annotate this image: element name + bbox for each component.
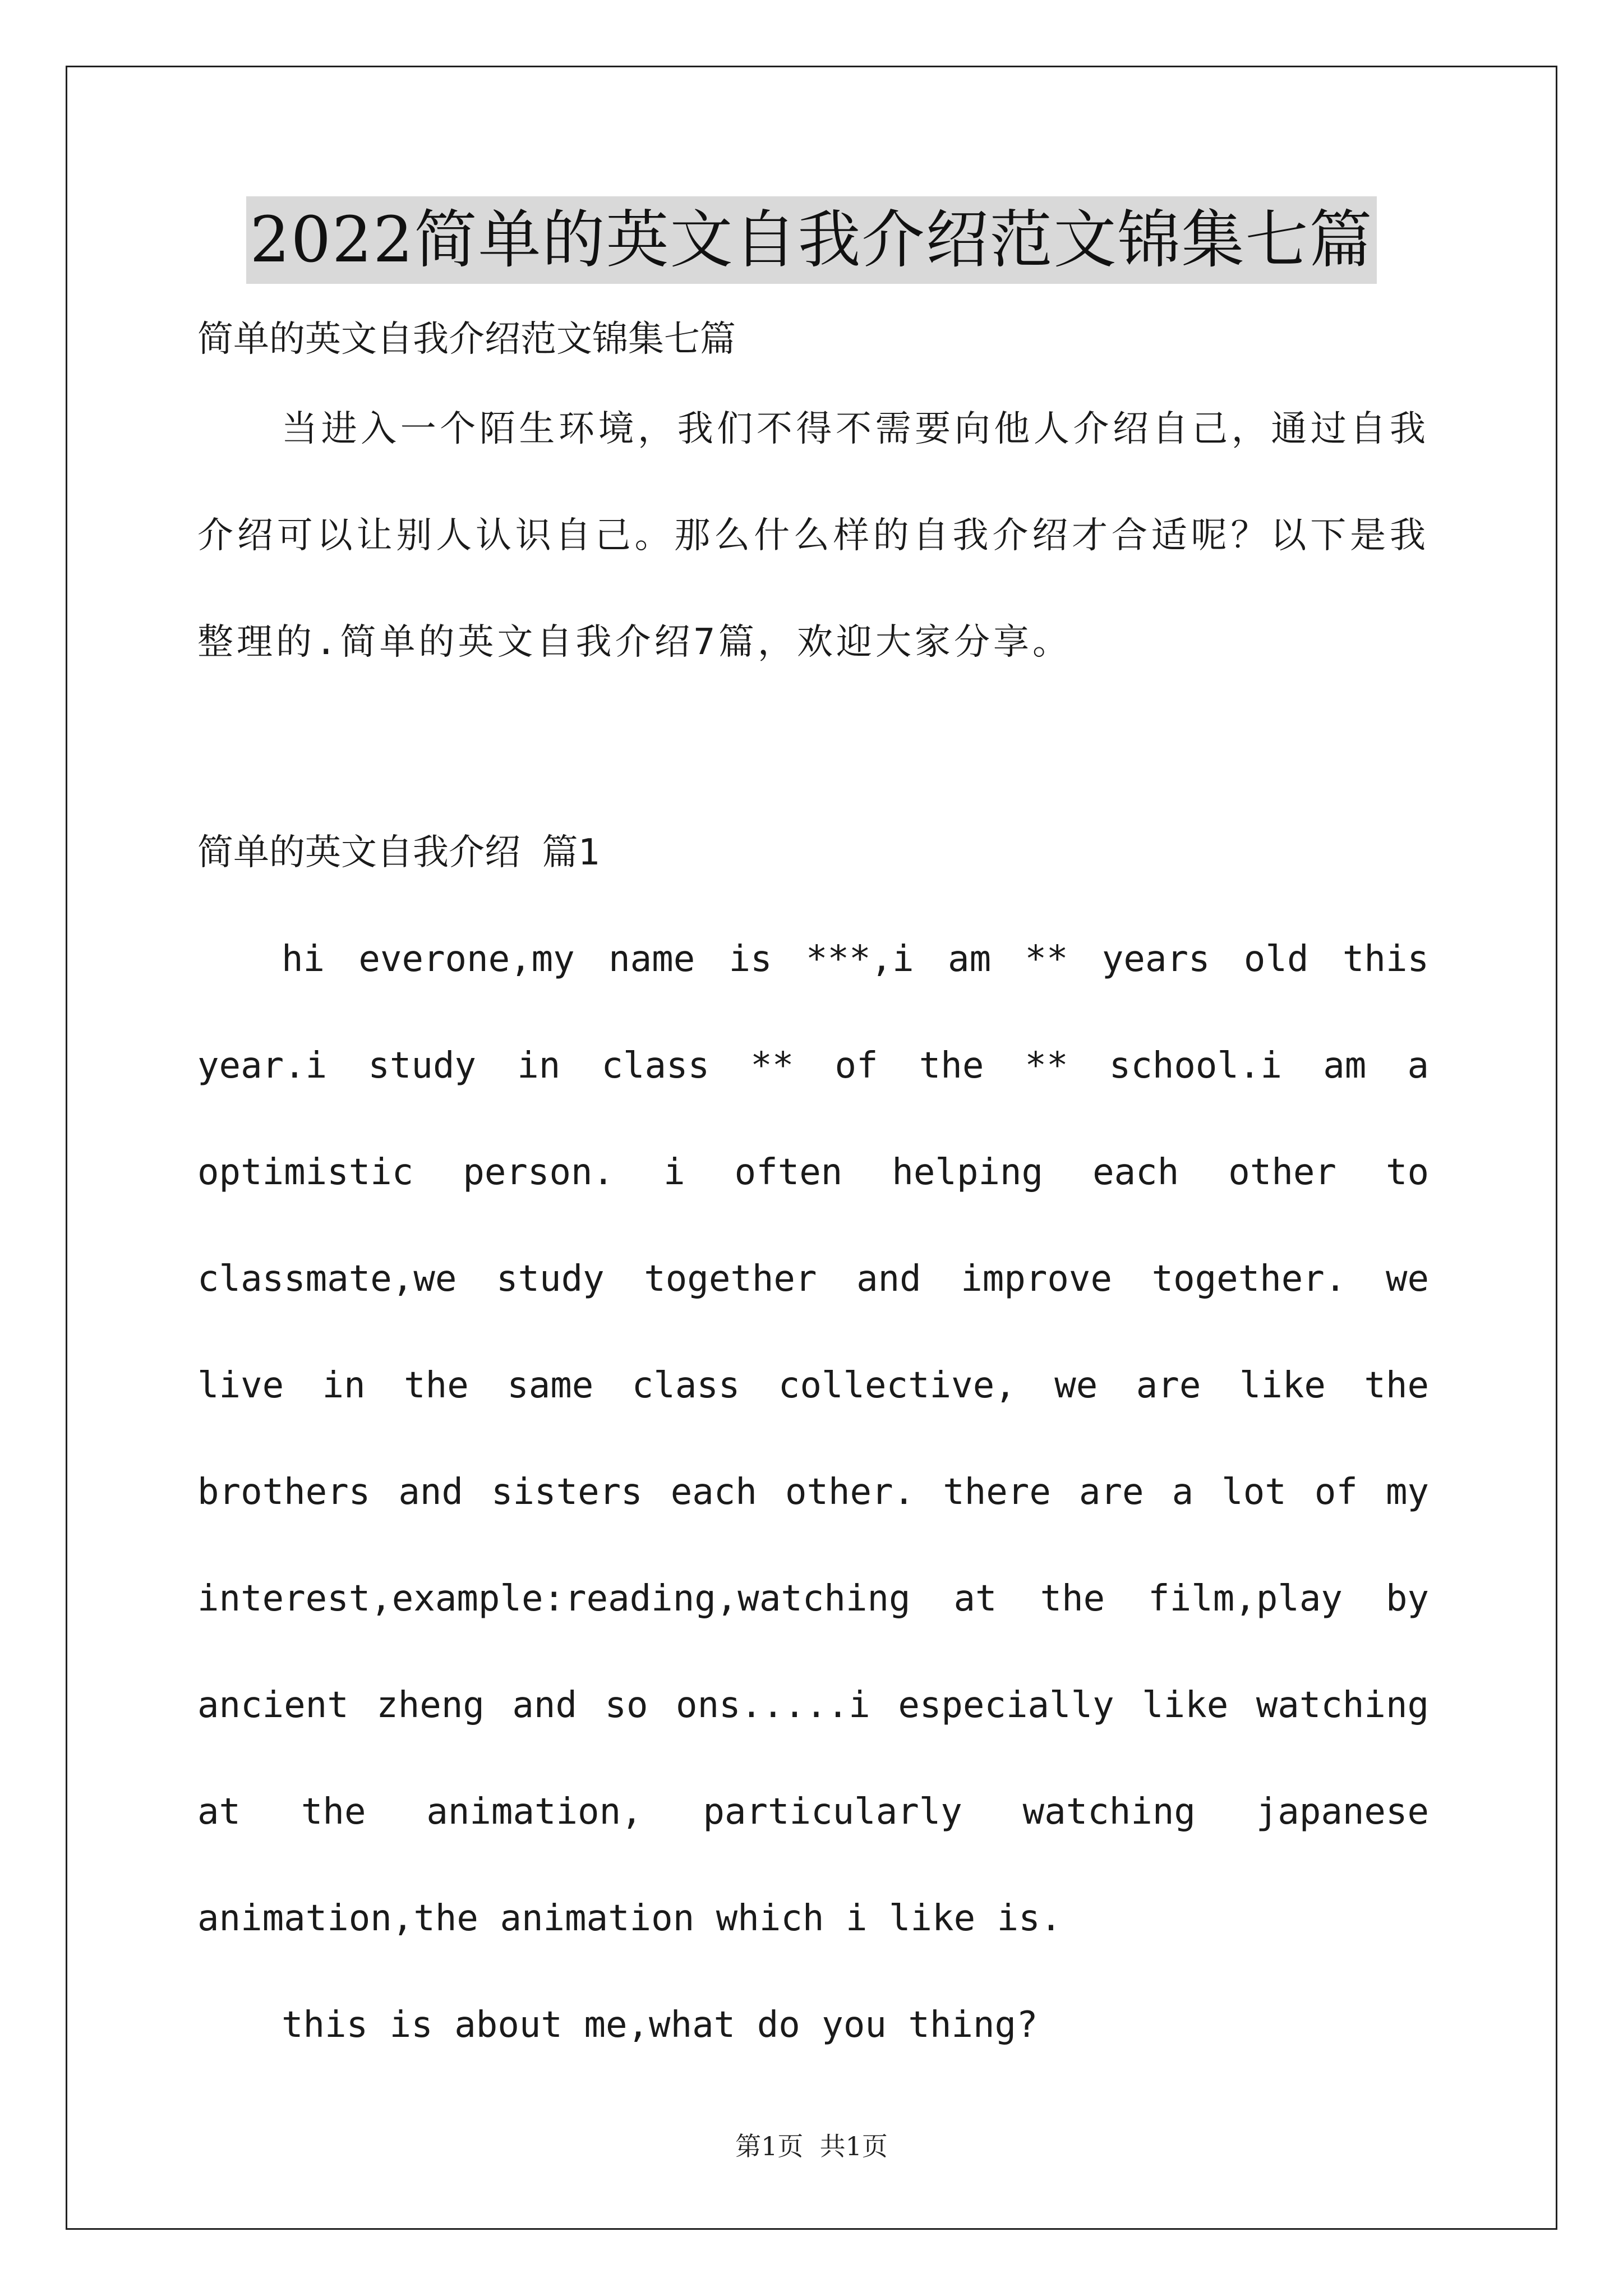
spacer bbox=[197, 696, 1429, 799]
closing-paragraph: this is about me,what do you thing? bbox=[282, 2004, 1038, 2046]
page-footer: 第1页 共1页 bbox=[735, 2131, 888, 2161]
document-body bbox=[197, 303, 1429, 2078]
intro-paragraph: 当进入一个陌生环境，我们不得不需要向他人介绍自己，通过自我介绍可以让别人认识自己。那么什么样的自我介绍才合适呢？以下是我整理的.简单的英文自我介绍7篇，欢迎大家分享。 bbox=[197, 408, 1429, 663]
document-title: 2022简单的英文自我介绍范文锦集七篇 bbox=[246, 196, 1376, 284]
section-heading: 简单的英文自我介绍 篇1 bbox=[197, 832, 600, 873]
body-paragraph: hi everone,my name is ***,i am ** years old this year.i study in class ** of the ** school.i am a optimistic person. i often helping each other to classmate,we study together and improve together. we live in the same class collective, we are like the brothers and sisters each other. there are a lot of my interest,example:reading,watching at the film,play by ancient zheng and so ons.....i especially like watching at the animation, particularly watching japanese animation,the animation which i like is. bbox=[197, 938, 1429, 1939]
document-subtitle: 简单的英文自我介绍范文锦集七篇 bbox=[197, 319, 736, 360]
title-container bbox=[0, 196, 1623, 284]
